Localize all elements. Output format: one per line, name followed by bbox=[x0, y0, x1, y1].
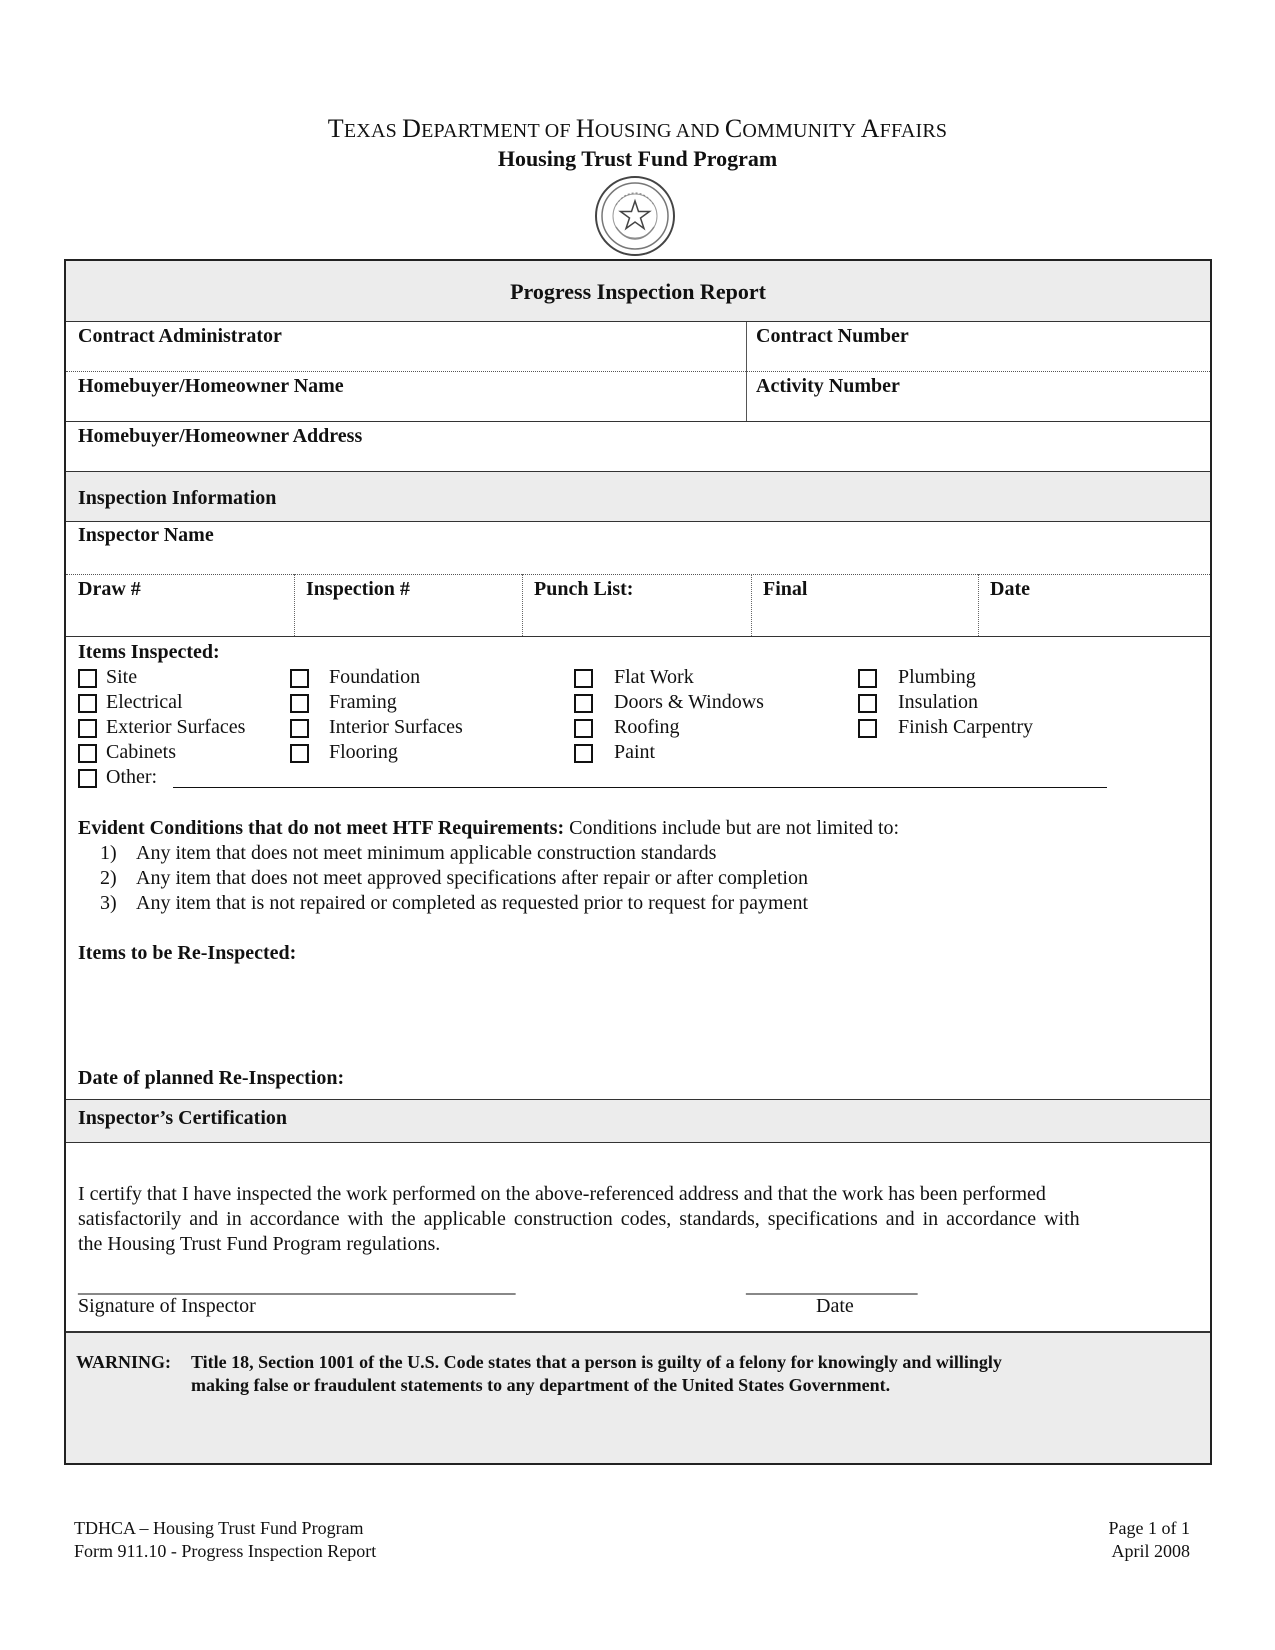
item-label: Cabinets bbox=[106, 741, 176, 763]
final-label: Final bbox=[763, 578, 808, 600]
certification-text: I certify that I have inspected the work performed on the above-referenced address and that the work has been performed bbox=[78, 1183, 1046, 1205]
inspector-name-label: Inspector Name bbox=[78, 524, 214, 546]
agency-part: COMMUNITY bbox=[724, 114, 861, 143]
item-label: Finish Carpentry bbox=[898, 716, 1033, 738]
evident-conditions bbox=[78, 817, 899, 840]
condition-text: Any item that does not meet minimum applicable construction standards bbox=[136, 842, 717, 864]
footer-form-number: Form 911.10 - Progress Inspection Report bbox=[74, 1541, 377, 1561]
planned-reinspection-label: Date of planned Re-Inspection: bbox=[78, 1067, 345, 1089]
homeowner-address-label: Homebuyer/Homeowner Address bbox=[78, 425, 363, 447]
condition-number: 2) bbox=[100, 867, 117, 889]
evident-conditions-label: Evident Conditions that do not meet HTF Requirements: bbox=[78, 817, 565, 839]
draw-number-label: Draw # bbox=[78, 578, 141, 600]
flat-work-checkbox[interactable] bbox=[574, 669, 593, 688]
flooring-checkbox[interactable] bbox=[290, 744, 309, 763]
agency-part: DEPARTMENT OF bbox=[402, 114, 576, 143]
footer-program: TDHCA – Housing Trust Fund Program bbox=[74, 1518, 364, 1538]
item-label: Foundation bbox=[329, 666, 421, 688]
certification-heading: Inspector’s Certification bbox=[78, 1107, 288, 1129]
cabinets-checkbox[interactable] bbox=[78, 744, 97, 763]
item-label: Flat Work bbox=[614, 666, 694, 688]
items-reinspected-label: Items to be Re-Inspected: bbox=[78, 942, 297, 964]
homeowner-name-label: Homebuyer/Homeowner Name bbox=[78, 375, 344, 397]
signature-line[interactable]: ______________________________________________ bbox=[78, 1275, 515, 1297]
warning-label: WARNING: bbox=[76, 1352, 172, 1372]
exterior-surfaces-checkbox[interactable] bbox=[78, 719, 97, 738]
item-label: Electrical bbox=[106, 691, 183, 713]
condition-text: Any item that is not repaired or completed as requested prior to request for payment bbox=[136, 892, 809, 914]
agency-name bbox=[0, 114, 1275, 144]
signature-date-label: Date bbox=[816, 1295, 854, 1317]
item-label: Paint bbox=[614, 741, 656, 763]
footer-page-number: Page 1 of 1 bbox=[1108, 1518, 1190, 1538]
inspection-form bbox=[64, 259, 1212, 1465]
item-label: Site bbox=[106, 666, 138, 688]
foundation-checkbox[interactable] bbox=[290, 669, 309, 688]
condition-number: 1) bbox=[100, 842, 117, 864]
inspection-information-heading: Inspection Information bbox=[78, 487, 277, 509]
item-label: Interior Surfaces bbox=[329, 716, 463, 738]
doors-windows-checkbox[interactable] bbox=[574, 694, 593, 713]
roofing-checkbox[interactable] bbox=[574, 719, 593, 738]
item-label: Flooring bbox=[329, 741, 398, 763]
site-checkbox[interactable] bbox=[78, 669, 97, 688]
plumbing-checkbox[interactable] bbox=[858, 669, 877, 688]
agency-part: AFFAIRS bbox=[860, 114, 948, 143]
item-label: Doors & Windows bbox=[614, 691, 764, 713]
items-inspected-label: Items Inspected: bbox=[78, 641, 220, 663]
punch-list-label: Punch List: bbox=[534, 578, 634, 600]
framing-checkbox[interactable] bbox=[290, 694, 309, 713]
contract-number-label: Contract Number bbox=[756, 325, 909, 347]
date-line[interactable]: __________________ bbox=[746, 1275, 917, 1297]
certification-text: satisfactorily and in accordance with the applicable construction codes, standards, specifications and in accordance with bbox=[78, 1208, 1080, 1230]
form-title: Progress Inspection Report bbox=[510, 279, 766, 304]
finish-carpentry-checkbox[interactable] bbox=[858, 719, 877, 738]
agency-part: TEXAS bbox=[327, 114, 403, 143]
condition-text: Any item that does not meet approved specifications after repair or after completion bbox=[136, 867, 808, 889]
item-label: Other: bbox=[106, 766, 158, 788]
inspection-number-label: Inspection # bbox=[306, 578, 410, 600]
interior-surfaces-checkbox[interactable] bbox=[290, 719, 309, 738]
date-label: Date bbox=[990, 578, 1030, 600]
item-label: Roofing bbox=[614, 716, 680, 738]
other-checkbox[interactable] bbox=[78, 769, 97, 788]
paint-checkbox[interactable] bbox=[574, 744, 593, 763]
item-label: Insulation bbox=[898, 691, 978, 713]
evident-conditions-intro: Conditions include but are not limited to: bbox=[569, 817, 900, 839]
item-label: Framing bbox=[329, 691, 397, 713]
contract-administrator-label: Contract Administrator bbox=[78, 325, 282, 347]
state-seal-icon bbox=[594, 175, 676, 257]
signature-label: Signature of Inspector bbox=[78, 1295, 256, 1317]
item-label: Plumbing bbox=[898, 666, 976, 688]
warning-text: Title 18, Section 1001 of the U.S. Code states that a person is guilty of a felony for knowingly and willingly bbox=[191, 1352, 1002, 1372]
warning-text: making false or fraudulent statements to any department of the United States Government. bbox=[191, 1375, 891, 1395]
activity-number-label: Activity Number bbox=[756, 375, 900, 397]
agency-part: HOUSING AND bbox=[575, 114, 725, 143]
footer-date: April 2008 bbox=[1111, 1541, 1190, 1561]
certification-text: the Housing Trust Fund Program regulations. bbox=[78, 1233, 441, 1255]
item-label: Exterior Surfaces bbox=[106, 716, 246, 738]
condition-number: 3) bbox=[100, 892, 117, 914]
program-name: Housing Trust Fund Program bbox=[497, 146, 778, 171]
other-input-line[interactable] bbox=[173, 787, 1107, 788]
electrical-checkbox[interactable] bbox=[78, 694, 97, 713]
insulation-checkbox[interactable] bbox=[858, 694, 877, 713]
